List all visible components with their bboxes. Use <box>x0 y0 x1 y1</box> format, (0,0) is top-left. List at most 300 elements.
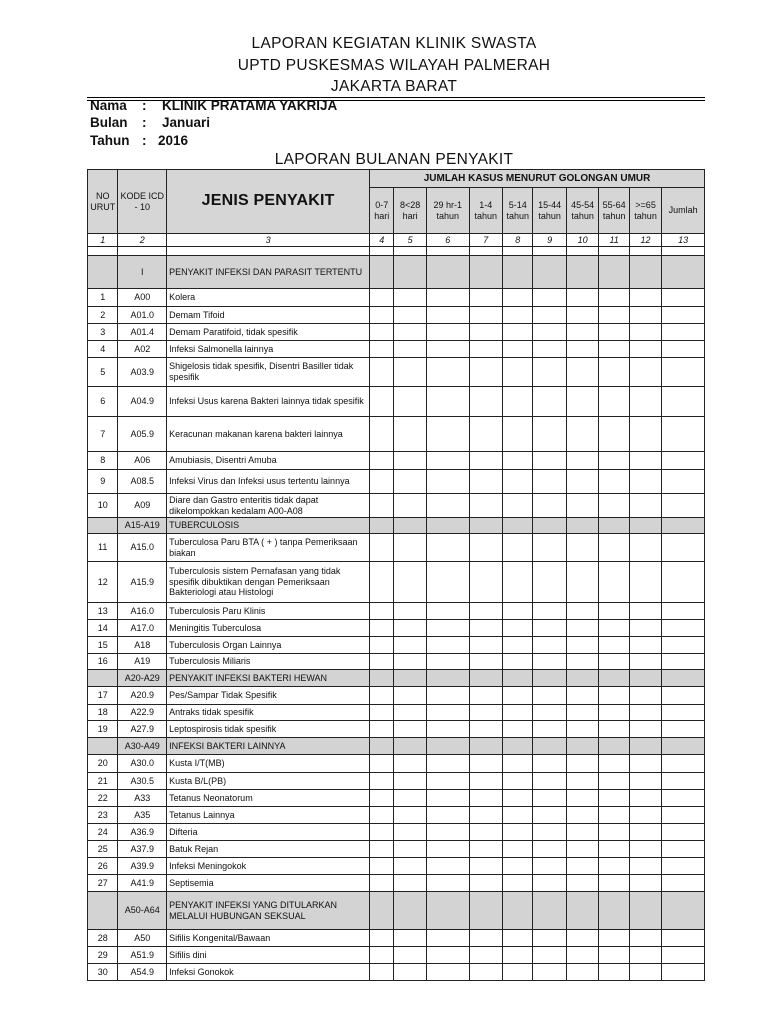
count-cell[interactable] <box>469 256 502 289</box>
count-cell[interactable] <box>394 807 426 824</box>
count-cell[interactable] <box>566 773 598 790</box>
count-cell[interactable] <box>662 341 705 358</box>
count-cell[interactable] <box>566 807 598 824</box>
count-cell[interactable] <box>370 452 394 470</box>
count-cell[interactable] <box>629 358 661 387</box>
count-cell[interactable] <box>370 417 394 452</box>
count-cell[interactable] <box>533 324 566 341</box>
count-cell[interactable] <box>370 773 394 790</box>
count-cell[interactable] <box>370 964 394 981</box>
count-cell[interactable] <box>629 721 661 738</box>
count-cell[interactable] <box>566 289 598 307</box>
count-cell[interactable] <box>394 841 426 858</box>
count-cell[interactable] <box>566 358 598 387</box>
count-cell[interactable] <box>662 964 705 981</box>
count-cell[interactable] <box>394 341 426 358</box>
count-cell[interactable] <box>533 256 566 289</box>
count-cell[interactable] <box>662 858 705 875</box>
count-cell[interactable] <box>629 875 661 892</box>
count-cell[interactable] <box>599 358 629 387</box>
count-cell[interactable] <box>533 738 566 755</box>
count-cell[interactable] <box>533 387 566 417</box>
count-cell[interactable] <box>394 964 426 981</box>
count-cell[interactable] <box>426 654 469 670</box>
count-cell[interactable] <box>629 341 661 358</box>
count-cell[interactable] <box>566 930 598 947</box>
count-cell[interactable] <box>566 670 598 687</box>
count-cell[interactable] <box>566 324 598 341</box>
count-cell[interactable] <box>469 738 502 755</box>
count-cell[interactable] <box>370 562 394 603</box>
count-cell[interactable] <box>503 256 533 289</box>
count-cell[interactable] <box>662 705 705 721</box>
count-cell[interactable] <box>469 947 502 964</box>
count-cell[interactable] <box>629 470 661 494</box>
count-cell[interactable] <box>629 807 661 824</box>
count-cell[interactable] <box>394 494 426 518</box>
count-cell[interactable] <box>533 307 566 324</box>
count-cell[interactable] <box>662 930 705 947</box>
count-cell[interactable] <box>599 773 629 790</box>
count-cell[interactable] <box>426 947 469 964</box>
count-cell[interactable] <box>426 324 469 341</box>
count-cell[interactable] <box>566 875 598 892</box>
count-cell[interactable] <box>469 892 502 930</box>
count-cell[interactable] <box>629 947 661 964</box>
count-cell[interactable] <box>599 687 629 705</box>
count-cell[interactable] <box>394 738 426 755</box>
count-cell[interactable] <box>629 841 661 858</box>
count-cell[interactable] <box>503 307 533 324</box>
count-cell[interactable] <box>469 654 502 670</box>
count-cell[interactable] <box>566 841 598 858</box>
count-cell[interactable] <box>370 892 394 930</box>
count-cell[interactable] <box>662 721 705 738</box>
count-cell[interactable] <box>394 637 426 654</box>
count-cell[interactable] <box>533 721 566 738</box>
count-cell[interactable] <box>426 307 469 324</box>
count-cell[interactable] <box>503 892 533 930</box>
count-cell[interactable] <box>533 417 566 452</box>
count-cell[interactable] <box>629 494 661 518</box>
count-cell[interactable] <box>629 452 661 470</box>
count-cell[interactable] <box>503 341 533 358</box>
count-cell[interactable] <box>629 534 661 562</box>
count-cell[interactable] <box>599 841 629 858</box>
count-cell[interactable] <box>629 892 661 930</box>
count-cell[interactable] <box>662 738 705 755</box>
count-cell[interactable] <box>394 755 426 773</box>
count-cell[interactable] <box>533 637 566 654</box>
count-cell[interactable] <box>394 790 426 807</box>
count-cell[interactable] <box>469 562 502 603</box>
count-cell[interactable] <box>370 494 394 518</box>
count-cell[interactable] <box>370 637 394 654</box>
count-cell[interactable] <box>662 892 705 930</box>
count-cell[interactable] <box>599 930 629 947</box>
count-cell[interactable] <box>469 930 502 947</box>
count-cell[interactable] <box>599 417 629 452</box>
count-cell[interactable] <box>662 289 705 307</box>
count-cell[interactable] <box>469 307 502 324</box>
count-cell[interactable] <box>370 289 394 307</box>
count-cell[interactable] <box>599 518 629 534</box>
count-cell[interactable] <box>629 687 661 705</box>
count-cell[interactable] <box>566 494 598 518</box>
count-cell[interactable] <box>629 773 661 790</box>
count-cell[interactable] <box>566 858 598 875</box>
count-cell[interactable] <box>629 930 661 947</box>
count-cell[interactable] <box>533 358 566 387</box>
count-cell[interactable] <box>394 858 426 875</box>
count-cell[interactable] <box>394 289 426 307</box>
count-cell[interactable] <box>426 494 469 518</box>
count-cell[interactable] <box>394 417 426 452</box>
count-cell[interactable] <box>394 324 426 341</box>
count-cell[interactable] <box>370 875 394 892</box>
count-cell[interactable] <box>469 841 502 858</box>
count-cell[interactable] <box>599 892 629 930</box>
count-cell[interactable] <box>469 858 502 875</box>
count-cell[interactable] <box>394 930 426 947</box>
count-cell[interactable] <box>394 562 426 603</box>
count-cell[interactable] <box>394 892 426 930</box>
count-cell[interactable] <box>469 807 502 824</box>
count-cell[interactable] <box>469 534 502 562</box>
count-cell[interactable] <box>566 755 598 773</box>
count-cell[interactable] <box>533 452 566 470</box>
count-cell[interactable] <box>566 738 598 755</box>
count-cell[interactable] <box>469 417 502 452</box>
count-cell[interactable] <box>629 289 661 307</box>
count-cell[interactable] <box>599 790 629 807</box>
count-cell[interactable] <box>533 755 566 773</box>
count-cell[interactable] <box>629 964 661 981</box>
count-cell[interactable] <box>370 470 394 494</box>
count-cell[interactable] <box>503 654 533 670</box>
count-cell[interactable] <box>394 654 426 670</box>
count-cell[interactable] <box>394 358 426 387</box>
count-cell[interactable] <box>629 307 661 324</box>
count-cell[interactable] <box>599 824 629 841</box>
count-cell[interactable] <box>469 341 502 358</box>
count-cell[interactable] <box>662 518 705 534</box>
count-cell[interactable] <box>426 358 469 387</box>
count-cell[interactable] <box>370 603 394 620</box>
count-cell[interactable] <box>503 947 533 964</box>
count-cell[interactable] <box>503 687 533 705</box>
count-cell[interactable] <box>599 705 629 721</box>
count-cell[interactable] <box>533 562 566 603</box>
count-cell[interactable] <box>566 947 598 964</box>
count-cell[interactable] <box>662 654 705 670</box>
count-cell[interactable] <box>662 324 705 341</box>
count-cell[interactable] <box>394 687 426 705</box>
count-cell[interactable] <box>370 930 394 947</box>
count-cell[interactable] <box>370 307 394 324</box>
count-cell[interactable] <box>426 964 469 981</box>
count-cell[interactable] <box>426 721 469 738</box>
count-cell[interactable] <box>599 562 629 603</box>
count-cell[interactable] <box>503 755 533 773</box>
count-cell[interactable] <box>662 417 705 452</box>
count-cell[interactable] <box>599 738 629 755</box>
count-cell[interactable] <box>469 637 502 654</box>
count-cell[interactable] <box>370 705 394 721</box>
count-cell[interactable] <box>662 256 705 289</box>
count-cell[interactable] <box>394 452 426 470</box>
count-cell[interactable] <box>503 603 533 620</box>
count-cell[interactable] <box>629 637 661 654</box>
count-cell[interactable] <box>566 637 598 654</box>
count-cell[interactable] <box>394 824 426 841</box>
count-cell[interactable] <box>662 755 705 773</box>
count-cell[interactable] <box>426 930 469 947</box>
count-cell[interactable] <box>370 341 394 358</box>
count-cell[interactable] <box>629 654 661 670</box>
count-cell[interactable] <box>426 807 469 824</box>
count-cell[interactable] <box>662 358 705 387</box>
count-cell[interactable] <box>629 387 661 417</box>
count-cell[interactable] <box>426 417 469 452</box>
count-cell[interactable] <box>503 562 533 603</box>
count-cell[interactable] <box>533 654 566 670</box>
count-cell[interactable] <box>599 307 629 324</box>
count-cell[interactable] <box>370 858 394 875</box>
count-cell[interactable] <box>533 930 566 947</box>
count-cell[interactable] <box>533 964 566 981</box>
count-cell[interactable] <box>599 721 629 738</box>
count-cell[interactable] <box>599 534 629 562</box>
count-cell[interactable] <box>566 341 598 358</box>
count-cell[interactable] <box>629 824 661 841</box>
count-cell[interactable] <box>394 705 426 721</box>
count-cell[interactable] <box>370 807 394 824</box>
count-cell[interactable] <box>394 256 426 289</box>
count-cell[interactable] <box>469 518 502 534</box>
count-cell[interactable] <box>503 964 533 981</box>
count-cell[interactable] <box>599 620 629 637</box>
count-cell[interactable] <box>533 289 566 307</box>
count-cell[interactable] <box>370 256 394 289</box>
count-cell[interactable] <box>469 875 502 892</box>
count-cell[interactable] <box>394 603 426 620</box>
count-cell[interactable] <box>533 670 566 687</box>
count-cell[interactable] <box>426 637 469 654</box>
count-cell[interactable] <box>503 773 533 790</box>
count-cell[interactable] <box>503 417 533 452</box>
count-cell[interactable] <box>370 654 394 670</box>
count-cell[interactable] <box>426 341 469 358</box>
count-cell[interactable] <box>662 790 705 807</box>
count-cell[interactable] <box>629 755 661 773</box>
count-cell[interactable] <box>426 790 469 807</box>
count-cell[interactable] <box>629 417 661 452</box>
count-cell[interactable] <box>394 518 426 534</box>
count-cell[interactable] <box>503 494 533 518</box>
count-cell[interactable] <box>426 705 469 721</box>
count-cell[interactable] <box>629 603 661 620</box>
count-cell[interactable] <box>599 387 629 417</box>
count-cell[interactable] <box>370 387 394 417</box>
count-cell[interactable] <box>533 790 566 807</box>
count-cell[interactable] <box>394 470 426 494</box>
count-cell[interactable] <box>662 824 705 841</box>
count-cell[interactable] <box>533 620 566 637</box>
count-cell[interactable] <box>394 773 426 790</box>
count-cell[interactable] <box>533 807 566 824</box>
count-cell[interactable] <box>370 824 394 841</box>
count-cell[interactable] <box>503 875 533 892</box>
count-cell[interactable] <box>426 687 469 705</box>
count-cell[interactable] <box>566 518 598 534</box>
count-cell[interactable] <box>599 452 629 470</box>
count-cell[interactable] <box>370 358 394 387</box>
count-cell[interactable] <box>599 807 629 824</box>
count-cell[interactable] <box>629 562 661 603</box>
count-cell[interactable] <box>469 289 502 307</box>
count-cell[interactable] <box>533 534 566 562</box>
count-cell[interactable] <box>370 790 394 807</box>
count-cell[interactable] <box>426 518 469 534</box>
count-cell[interactable] <box>426 603 469 620</box>
count-cell[interactable] <box>469 324 502 341</box>
count-cell[interactable] <box>533 494 566 518</box>
count-cell[interactable] <box>503 790 533 807</box>
count-cell[interactable] <box>566 620 598 637</box>
count-cell[interactable] <box>469 494 502 518</box>
count-cell[interactable] <box>426 738 469 755</box>
count-cell[interactable] <box>533 824 566 841</box>
count-cell[interactable] <box>566 534 598 562</box>
count-cell[interactable] <box>566 470 598 494</box>
count-cell[interactable] <box>599 964 629 981</box>
count-cell[interactable] <box>370 534 394 562</box>
count-cell[interactable] <box>370 721 394 738</box>
count-cell[interactable] <box>533 947 566 964</box>
count-cell[interactable] <box>469 470 502 494</box>
count-cell[interactable] <box>533 705 566 721</box>
count-cell[interactable] <box>503 738 533 755</box>
count-cell[interactable] <box>469 687 502 705</box>
count-cell[interactable] <box>662 387 705 417</box>
count-cell[interactable] <box>662 947 705 964</box>
count-cell[interactable] <box>503 289 533 307</box>
count-cell[interactable] <box>533 603 566 620</box>
count-cell[interactable] <box>370 947 394 964</box>
count-cell[interactable] <box>469 773 502 790</box>
count-cell[interactable] <box>503 824 533 841</box>
count-cell[interactable] <box>426 256 469 289</box>
count-cell[interactable] <box>599 470 629 494</box>
count-cell[interactable] <box>599 947 629 964</box>
count-cell[interactable] <box>503 841 533 858</box>
count-cell[interactable] <box>662 534 705 562</box>
count-cell[interactable] <box>599 755 629 773</box>
count-cell[interactable] <box>426 470 469 494</box>
count-cell[interactable] <box>566 687 598 705</box>
count-cell[interactable] <box>503 807 533 824</box>
count-cell[interactable] <box>426 755 469 773</box>
count-cell[interactable] <box>599 341 629 358</box>
count-cell[interactable] <box>469 721 502 738</box>
count-cell[interactable] <box>370 841 394 858</box>
count-cell[interactable] <box>566 387 598 417</box>
count-cell[interactable] <box>599 256 629 289</box>
count-cell[interactable] <box>662 494 705 518</box>
count-cell[interactable] <box>533 773 566 790</box>
count-cell[interactable] <box>469 452 502 470</box>
count-cell[interactable] <box>662 841 705 858</box>
count-cell[interactable] <box>394 875 426 892</box>
count-cell[interactable] <box>469 603 502 620</box>
count-cell[interactable] <box>426 534 469 562</box>
count-cell[interactable] <box>503 930 533 947</box>
count-cell[interactable] <box>599 875 629 892</box>
count-cell[interactable] <box>394 947 426 964</box>
count-cell[interactable] <box>394 534 426 562</box>
count-cell[interactable] <box>566 452 598 470</box>
count-cell[interactable] <box>370 518 394 534</box>
count-cell[interactable] <box>533 841 566 858</box>
count-cell[interactable] <box>533 341 566 358</box>
count-cell[interactable] <box>599 858 629 875</box>
count-cell[interactable] <box>426 452 469 470</box>
count-cell[interactable] <box>426 892 469 930</box>
count-cell[interactable] <box>662 637 705 654</box>
count-cell[interactable] <box>533 687 566 705</box>
count-cell[interactable] <box>469 705 502 721</box>
count-cell[interactable] <box>629 256 661 289</box>
count-cell[interactable] <box>662 620 705 637</box>
count-cell[interactable] <box>469 387 502 417</box>
count-cell[interactable] <box>599 494 629 518</box>
count-cell[interactable] <box>469 790 502 807</box>
count-cell[interactable] <box>599 670 629 687</box>
count-cell[interactable] <box>503 324 533 341</box>
count-cell[interactable] <box>394 721 426 738</box>
count-cell[interactable] <box>629 670 661 687</box>
count-cell[interactable] <box>662 875 705 892</box>
count-cell[interactable] <box>533 892 566 930</box>
count-cell[interactable] <box>370 738 394 755</box>
count-cell[interactable] <box>662 773 705 790</box>
count-cell[interactable] <box>662 670 705 687</box>
count-cell[interactable] <box>599 324 629 341</box>
count-cell[interactable] <box>662 687 705 705</box>
count-cell[interactable] <box>629 790 661 807</box>
count-cell[interactable] <box>370 620 394 637</box>
count-cell[interactable] <box>566 307 598 324</box>
count-cell[interactable] <box>426 841 469 858</box>
count-cell[interactable] <box>599 289 629 307</box>
count-cell[interactable] <box>533 518 566 534</box>
count-cell[interactable] <box>566 964 598 981</box>
count-cell[interactable] <box>503 518 533 534</box>
count-cell[interactable] <box>566 721 598 738</box>
count-cell[interactable] <box>662 307 705 324</box>
count-cell[interactable] <box>566 892 598 930</box>
count-cell[interactable] <box>503 620 533 637</box>
count-cell[interactable] <box>370 670 394 687</box>
count-cell[interactable] <box>566 824 598 841</box>
count-cell[interactable] <box>469 824 502 841</box>
count-cell[interactable] <box>503 534 533 562</box>
count-cell[interactable] <box>426 858 469 875</box>
count-cell[interactable] <box>566 562 598 603</box>
count-cell[interactable] <box>370 687 394 705</box>
count-cell[interactable] <box>469 755 502 773</box>
